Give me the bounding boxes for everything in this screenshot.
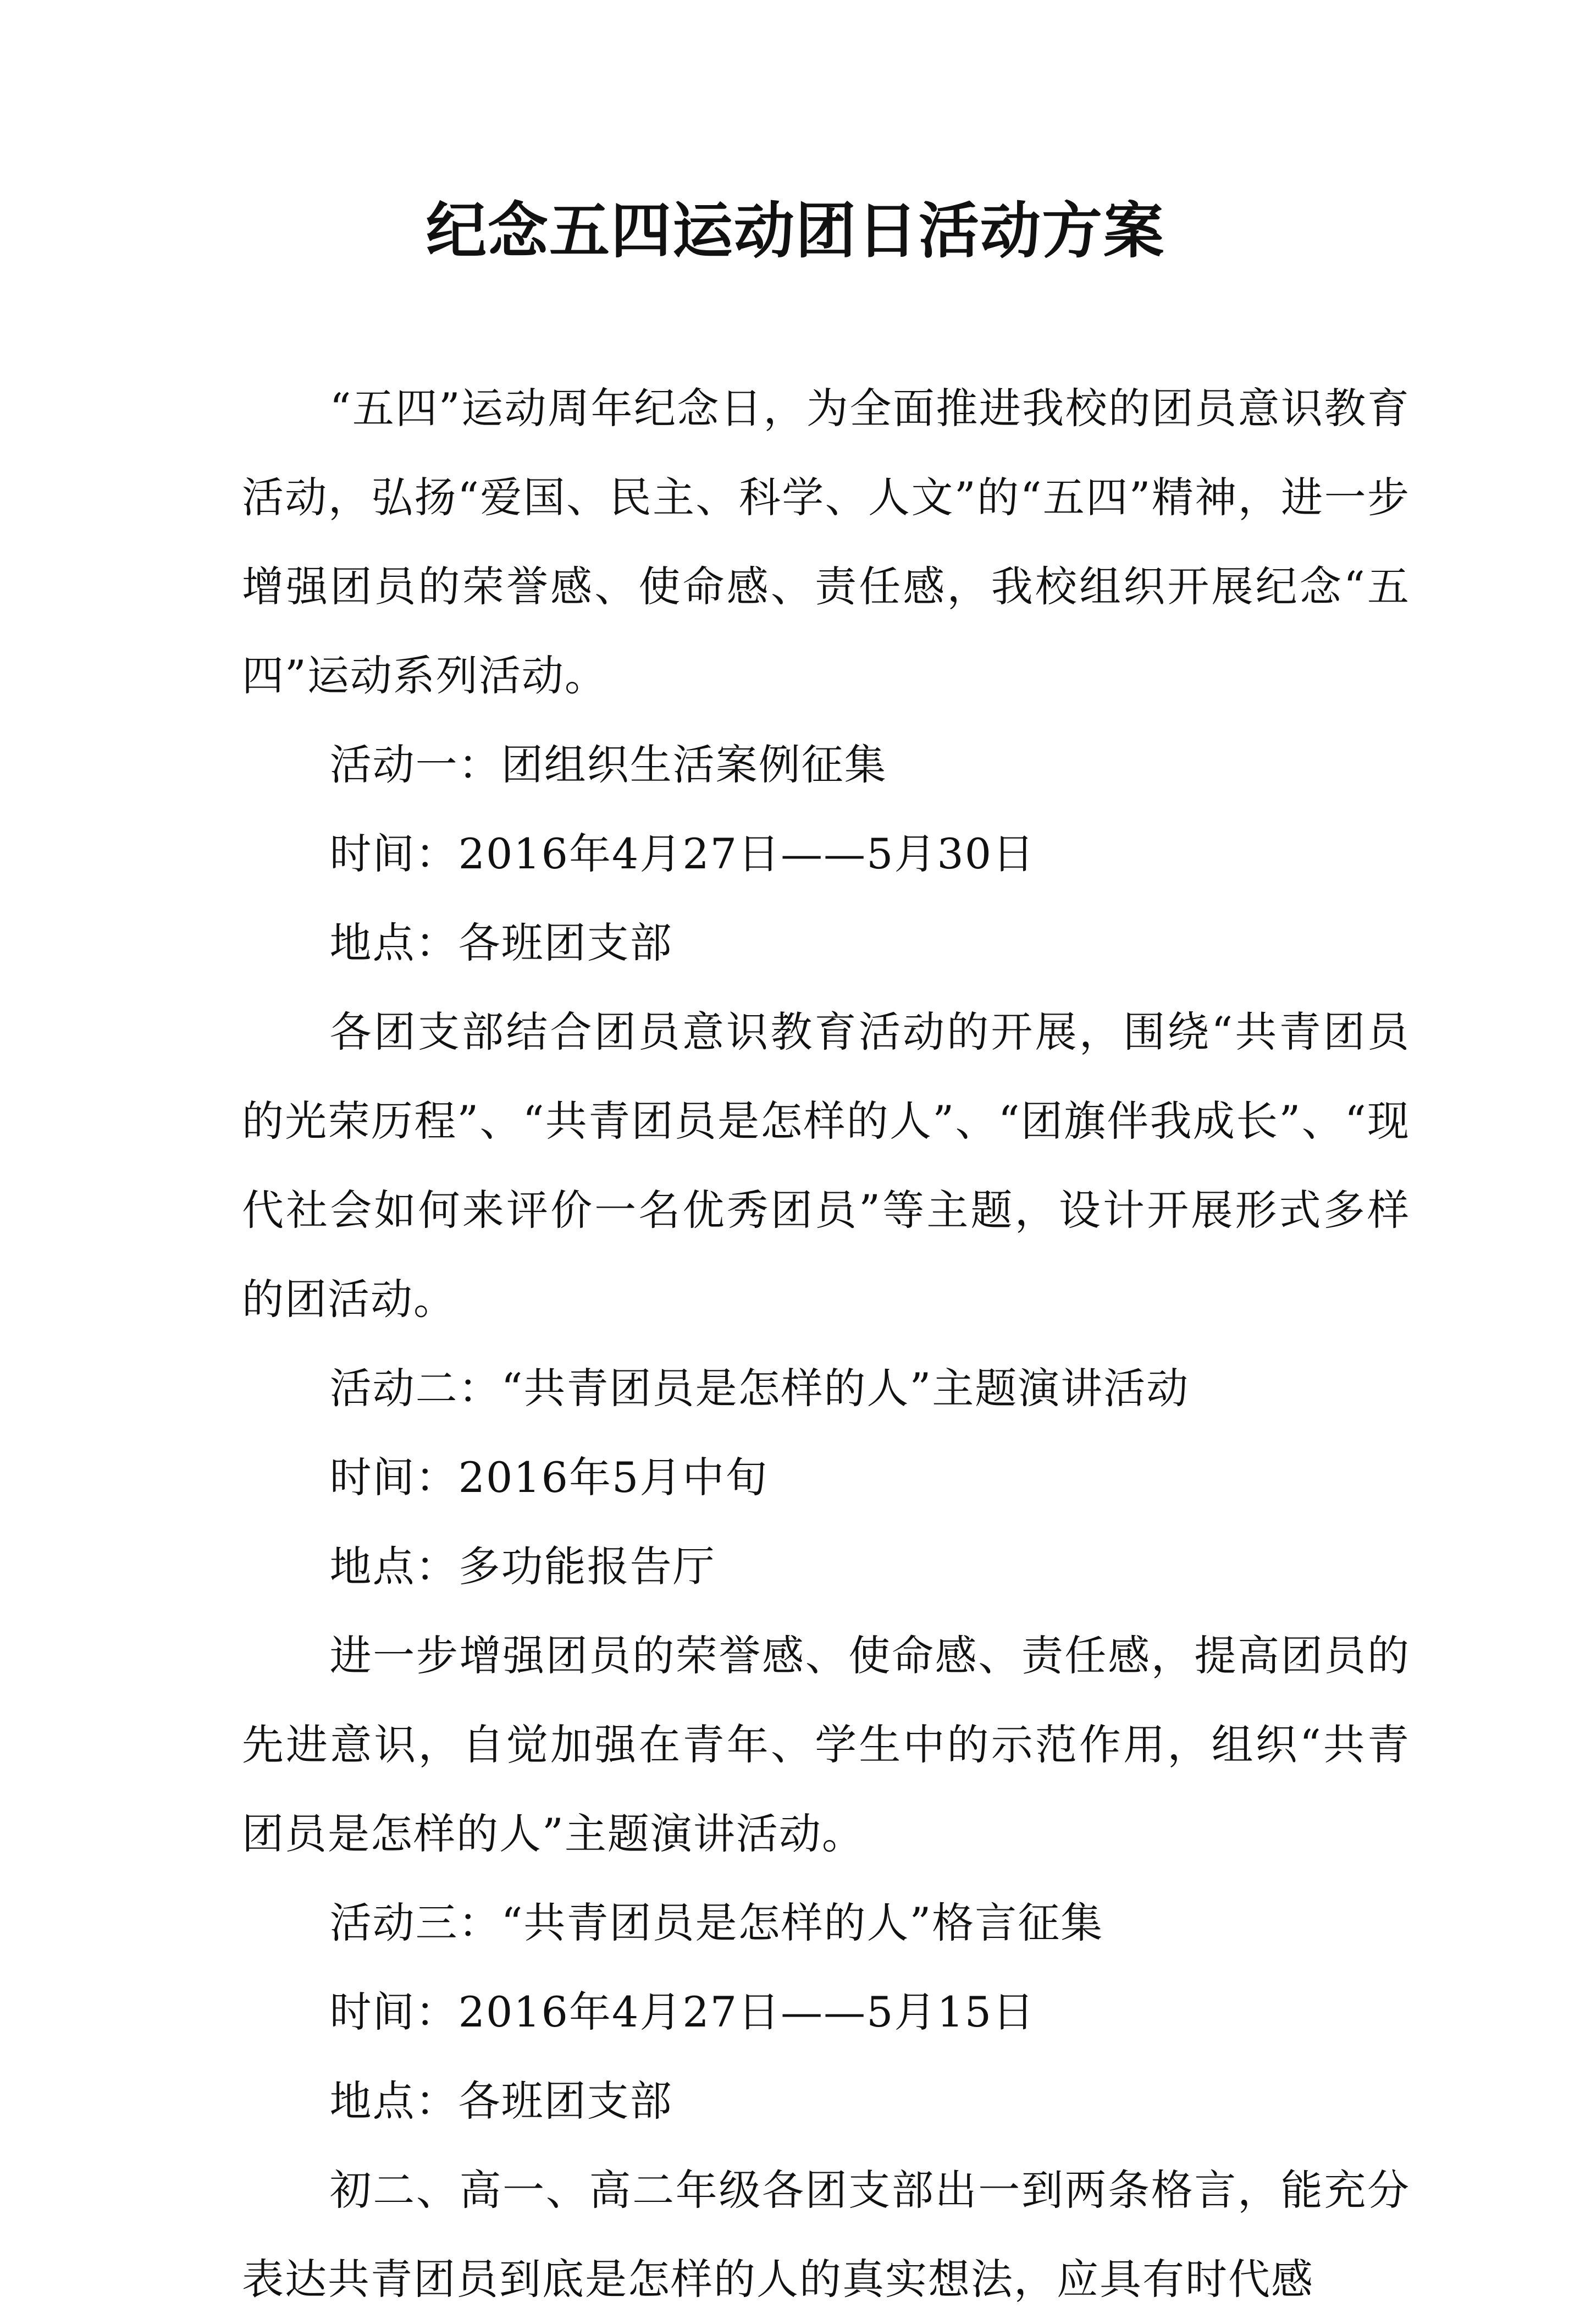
activity-2-time: 时间：2016年5月中旬 [329,1453,769,1502]
activity-1-heading: 活动一：团组织生活案例征集 [329,740,887,789]
activity-2-description: 进一步增强团员的荣誉感、使命感、责任感，提高团员的先进意识，自觉加强在青年、学生中的示范作用，组织“共青团员是怎样的人”主题演讲活动。 [242,1631,1410,1858]
activity-1-time: 时间：2016年4月27日——5月30日 [329,829,1036,878]
activity-3-time: 时间：2016年4月27日——5月15日 [329,1987,1036,2036]
activity-3-location: 地点：各班团支部 [329,2077,673,2125]
document-title: 纪念五四运动团日活动方案 [426,195,1165,266]
activity-1-location: 地点：各班团支部 [329,918,673,967]
activity-2-heading: 活动二：“共青团员是怎样的人”主题演讲活动 [329,1364,1190,1413]
paragraph-intro: “五四”运动周年纪念日，为全面推进我校的团员意识教育活动，弘扬“爱国、民主、科学、人文”的“五四”精神，进一步增强团员的荣誉感、使命感、责任感，我校组织开展纪念“五四”运动系列活动。 [242,384,1410,700]
activity-1-description: 各团支部结合团员意识教育活动的开展，围绕“共青团员的光荣历程”、“共青团员是怎样的人”、“团旗伴我成长”、“现代社会如何来评价一名优秀团员”等主题，设计开展形式多样的团活动。 [242,1007,1410,1324]
activity-3-heading: 活动三：“共青团员是怎样的人”格言征集 [329,1898,1104,1947]
document-body [242,364,1410,2324]
activity-3-description: 初二、高一、高二年级各团支部出一到两条格言，能充分表达共青团员到底是怎样的人的真实想法，应具有时代感 [242,2166,1410,2304]
activity-2-location: 地点：多功能报告厅 [329,1542,716,1591]
